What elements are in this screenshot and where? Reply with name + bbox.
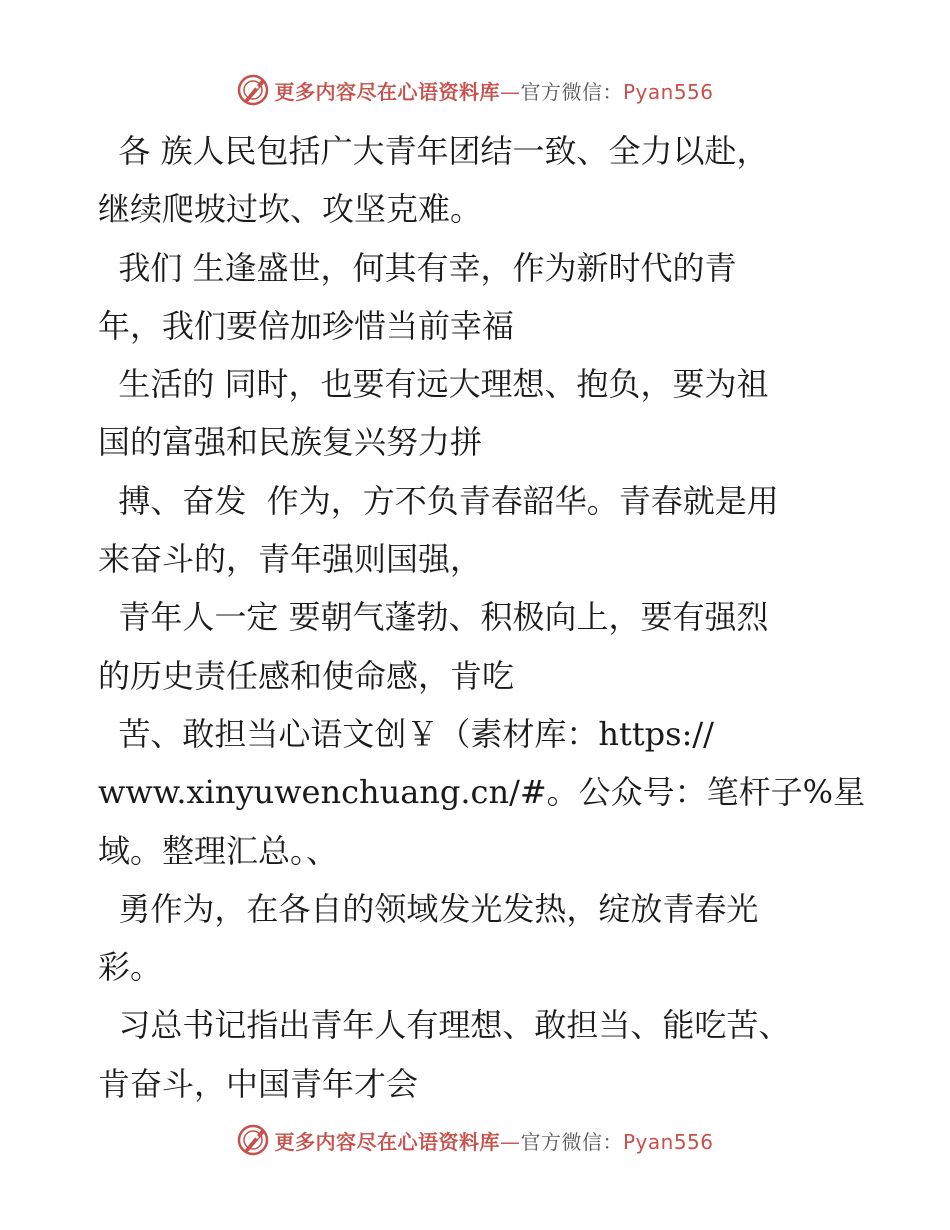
body-line: www.xinyuwenchuang.cn/#。公众号：笔杆子%星 — [98, 773, 866, 812]
body-line: 彩。 — [98, 948, 163, 987]
footer-dash: — — [499, 1129, 521, 1154]
footer-text — [274, 1126, 713, 1155]
body-line: 我们 生逢盛世，何其有幸，作为新时代的青 — [98, 248, 737, 287]
body-line: 生活的 同时，也要有远大理想、抱负，要为祖 — [98, 365, 769, 404]
body-line: 肯奋斗，中国青年才会 — [98, 1064, 419, 1103]
header-official: 官方微信： — [520, 79, 623, 104]
footer-official: 官方微信： — [520, 1129, 623, 1154]
footer-brand: 更多内容尽在心语资料库 — [274, 1129, 500, 1154]
body-line: 习总书记指出青年人有理想、敢担当、能吃苦、 — [98, 1006, 791, 1045]
body-line: 国的富强和民族复兴努力拼 — [98, 423, 483, 462]
footer-banner — [0, 1120, 950, 1160]
header-banner — [0, 70, 950, 110]
document-body — [98, 122, 866, 1113]
header-text — [274, 76, 713, 105]
header-dash: — — [499, 79, 521, 104]
body-line: 勇作为，在各自的领域发光发热，绽放青春光 — [98, 889, 759, 928]
body-line: 继续爬坡过坎、攻坚克难。 — [98, 190, 483, 229]
pen-logo-icon — [236, 73, 270, 107]
header-wechat-id: Pyan556 — [622, 79, 714, 104]
body-line: 域。整理汇总。、 — [98, 831, 339, 870]
body-line: 各 族人民包括广大青年团结一致、全力以赴， — [98, 132, 769, 170]
body-line: 来奋斗的，青年强则国强， — [98, 540, 483, 579]
body-line: 青年人一定 要朝气蓬勃、积极向上，要有强烈 — [98, 598, 769, 637]
body-line: 年，我们要倍加珍惜当前幸福 — [98, 306, 515, 345]
body-line: 苦、敢担当心语文创￥（素材库：https:// — [98, 714, 714, 753]
body-line: 的历史责任感和使命感，肯吃 — [98, 656, 515, 695]
body-line: 搏、奋发 作为，方不负青春韶华。青春就是用 — [98, 481, 779, 520]
pen-logo-icon — [236, 1123, 270, 1157]
header-brand: 更多内容尽在心语资料库 — [274, 79, 500, 104]
footer-wechat-id: Pyan556 — [622, 1129, 714, 1154]
